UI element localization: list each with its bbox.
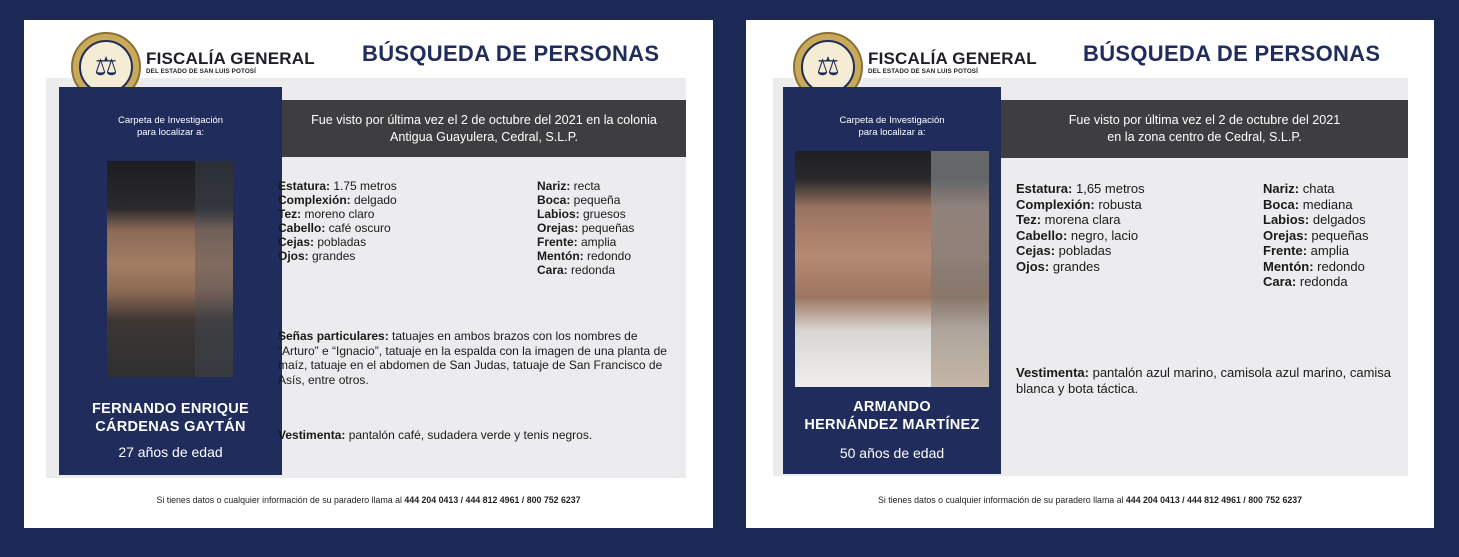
trait-row: Estatura: 1,65 metros xyxy=(1016,181,1145,196)
trait-row: Complexión: delgado xyxy=(278,193,397,207)
investigation-intro: Carpeta de Investigación para localizar a: xyxy=(839,115,945,138)
distinguishing-marks: Señas particulares: tatuajes en ambos brazos con los nombres de “Arturo” e “Ignacio”, tatuaje en la espalda con la imagen de una planta de maíz, tatuaje en el abdomen de San Judas, tatuaje de San Francisco de Asís, entre otros. xyxy=(278,329,667,387)
trait-row: Complexión: robusta xyxy=(1016,196,1142,212)
trait-row: Tez: morena clara xyxy=(1016,212,1121,227)
trait-row: Mentón: redondo xyxy=(1263,258,1365,274)
trait-row: Mentón: redondo xyxy=(537,249,632,263)
person-age: 50 años de edad xyxy=(839,445,945,461)
person-photo xyxy=(795,151,989,387)
contact-phones: 444 204 0413 / 444 812 4961 / 800 752 6237 xyxy=(404,495,581,505)
trait-row: Ojos: grandes xyxy=(1016,258,1100,274)
person-sidebar xyxy=(783,87,1001,474)
traits-left-column xyxy=(278,179,397,263)
clothing-description: Vestimenta: pantalón café, sudadera verde y tenis negros. xyxy=(278,428,593,442)
trait-row: Estatura: 1.75 metros xyxy=(278,179,397,193)
contact-footer: Si tienes datos o cualquier información de su paradero llama al 444 204 0413 / 444 812 4961 / 800 752 6237 xyxy=(156,495,581,505)
contact-footer: Si tienes datos o cualquier información de su paradero llama al 444 204 0413 / 444 812 4961 / 800 752 6237 xyxy=(877,495,1303,505)
trait-row: Tez: moreno claro xyxy=(278,207,375,221)
person-photo xyxy=(107,161,233,377)
trait-row: Orejas: pequeñas xyxy=(1263,227,1369,243)
trait-row: Orejas: pequeñas xyxy=(537,221,635,235)
traits-right-column xyxy=(1263,181,1369,290)
traits-left-column xyxy=(1016,181,1145,274)
trait-row: Frente: amplia xyxy=(537,235,617,249)
person-sidebar xyxy=(59,87,282,475)
missing-person-poster-1 xyxy=(24,20,713,528)
contact-phones: 444 204 0413 / 444 812 4961 / 800 752 6237 xyxy=(1125,495,1303,505)
scales-of-justice-icon: ⚖ xyxy=(94,52,118,82)
trait-row: Cabello: café oscuro xyxy=(278,221,391,235)
last-seen-banner: Fue visto por última vez el 2 de octubre del 2021 en la zona centro de Cedral, S.L.P. xyxy=(1001,100,1408,158)
trait-row: Cara: redonda xyxy=(537,263,616,277)
person-name: FERNANDO ENRIQUE CÁRDENAS GAYTÁN xyxy=(91,401,250,435)
trait-row: Frente: amplia xyxy=(1263,243,1349,258)
trait-row: Nariz: chata xyxy=(1263,181,1335,196)
trait-row: Labios: delgados xyxy=(1263,212,1366,227)
trait-row: Cejas: pobladas xyxy=(1016,243,1112,258)
trait-row: Cejas: pobladas xyxy=(278,235,367,249)
traits-right-column xyxy=(537,179,634,277)
brand-name: FISCALÍA GENERAL xyxy=(868,49,1037,68)
trait-row: Nariz: recta xyxy=(537,179,601,193)
missing-person-poster-2 xyxy=(746,20,1434,528)
person-name: ARMANDO HERNÁNDEZ MARTÍNEZ xyxy=(804,399,980,433)
trait-row: Labios: gruesos xyxy=(537,207,626,221)
clothing-description: Vestimenta: pantalón azul marino, camisola azul marino, camisa blanca y bota táctica. xyxy=(1016,365,1392,396)
scales-of-justice-icon: ⚖ xyxy=(816,52,840,82)
fiscalia-brand xyxy=(868,50,1037,76)
brand-subtitle: DEL ESTADO DE SAN LUIS POTOSÍ xyxy=(146,68,256,75)
brand-name: FISCALÍA GENERAL xyxy=(146,49,315,68)
trait-row: Ojos: grandes xyxy=(278,249,356,263)
trait-row: Cabello: negro, lacio xyxy=(1016,227,1139,243)
last-seen-banner: Fue visto por última vez el 2 de octubre del 2021 en la colonia Antigua Guayulera, Cedral, S.L.P. xyxy=(282,100,686,157)
fiscalia-brand xyxy=(146,50,315,76)
trait-row: Cara: redonda xyxy=(1263,274,1348,289)
poster-heading: BÚSQUEDA DE PERSONAS xyxy=(362,41,660,66)
poster-heading: BÚSQUEDA DE PERSONAS xyxy=(1083,41,1381,66)
investigation-intro: Carpeta de Investigación para localizar a: xyxy=(117,115,224,138)
trait-row: Boca: mediana xyxy=(1263,196,1353,212)
brand-subtitle: DEL ESTADO DE SAN LUIS POTOSÍ xyxy=(868,68,978,75)
person-age: 27 años de edad xyxy=(118,444,223,460)
trait-row: Boca: pequeña xyxy=(537,193,621,207)
